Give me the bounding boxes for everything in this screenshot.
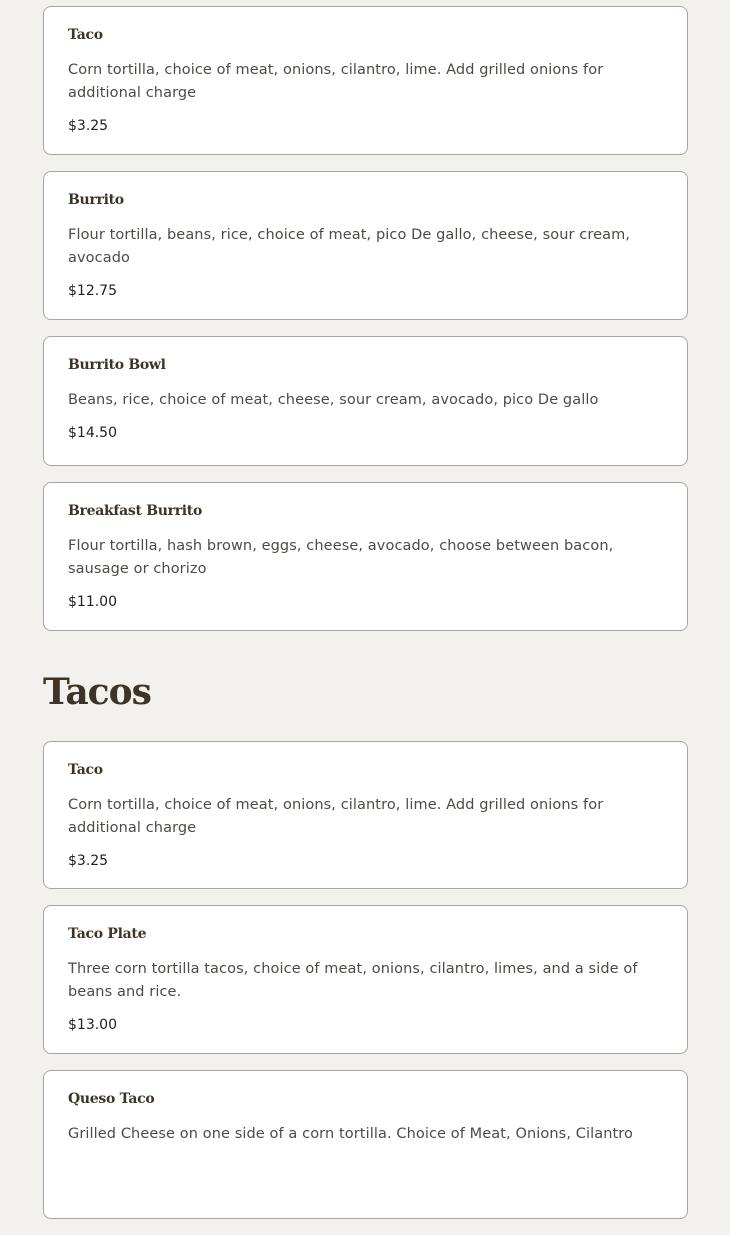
menu-item-name: Burrito <box>68 192 124 208</box>
menu-section-tacos-items <box>43 741 688 1235</box>
menu-item-description: Corn tortilla, choice of meat, onions, cilantro, lime. Add grilled onions for additional charge <box>68 62 604 101</box>
menu-item-price: $13.00 <box>68 1017 117 1033</box>
menu-item-name: Taco <box>68 762 103 778</box>
menu-item-description: Grilled Cheese on one side of a corn tortilla. Choice of Meat, Onions, Cilantro <box>68 1126 634 1142</box>
menu-item-price: $12.75 <box>68 283 117 299</box>
menu-item-description: Flour tortilla, beans, rice, choice of meat, pico De gallo, cheese, sour cream, avocado <box>68 227 631 266</box>
menu-item-card[interactable] <box>43 482 688 631</box>
menu-item-card[interactable] <box>43 336 688 466</box>
menu-item-price <box>68 1157 663 1175</box>
menu-item-description: Three corn tortilla tacos, choice of meat, onions, cilantro, limes, and a side of beans and rice. <box>68 961 638 1000</box>
menu-item-card[interactable] <box>43 741 688 889</box>
menu-item-price: $3.25 <box>68 853 109 869</box>
menu-item-price: $11.00 <box>68 594 117 610</box>
menu-item-name: Taco <box>68 27 103 43</box>
menu-item-price: $3.25 <box>68 118 109 134</box>
section-heading: Tacos <box>43 671 151 713</box>
menu-item-name: Taco Plate <box>68 926 147 942</box>
menu-item-card[interactable] <box>43 905 688 1054</box>
menu-item-card[interactable] <box>43 171 688 320</box>
menu-item-card[interactable] <box>43 1070 688 1219</box>
menu-section-tacos <box>43 670 688 714</box>
menu-section-top <box>43 6 688 647</box>
menu-item-description: Corn tortilla, choice of meat, onions, cilantro, lime. Add grilled onions for additional charge <box>68 797 604 836</box>
menu-item-description: Beans, rice, choice of meat, cheese, sour cream, avocado, pico De gallo <box>68 392 599 408</box>
menu-item-card[interactable] <box>43 6 688 155</box>
menu-item-price: $14.50 <box>68 425 117 441</box>
menu-item-name: Breakfast Burrito <box>68 503 202 519</box>
menu-item-description: Flour tortilla, hash brown, eggs, cheese, avocado, choose between bacon, sausage or chorizo <box>68 538 614 577</box>
menu-item-name: Burrito Bowl <box>68 357 166 373</box>
menu-item-name: Queso Taco <box>68 1091 155 1107</box>
